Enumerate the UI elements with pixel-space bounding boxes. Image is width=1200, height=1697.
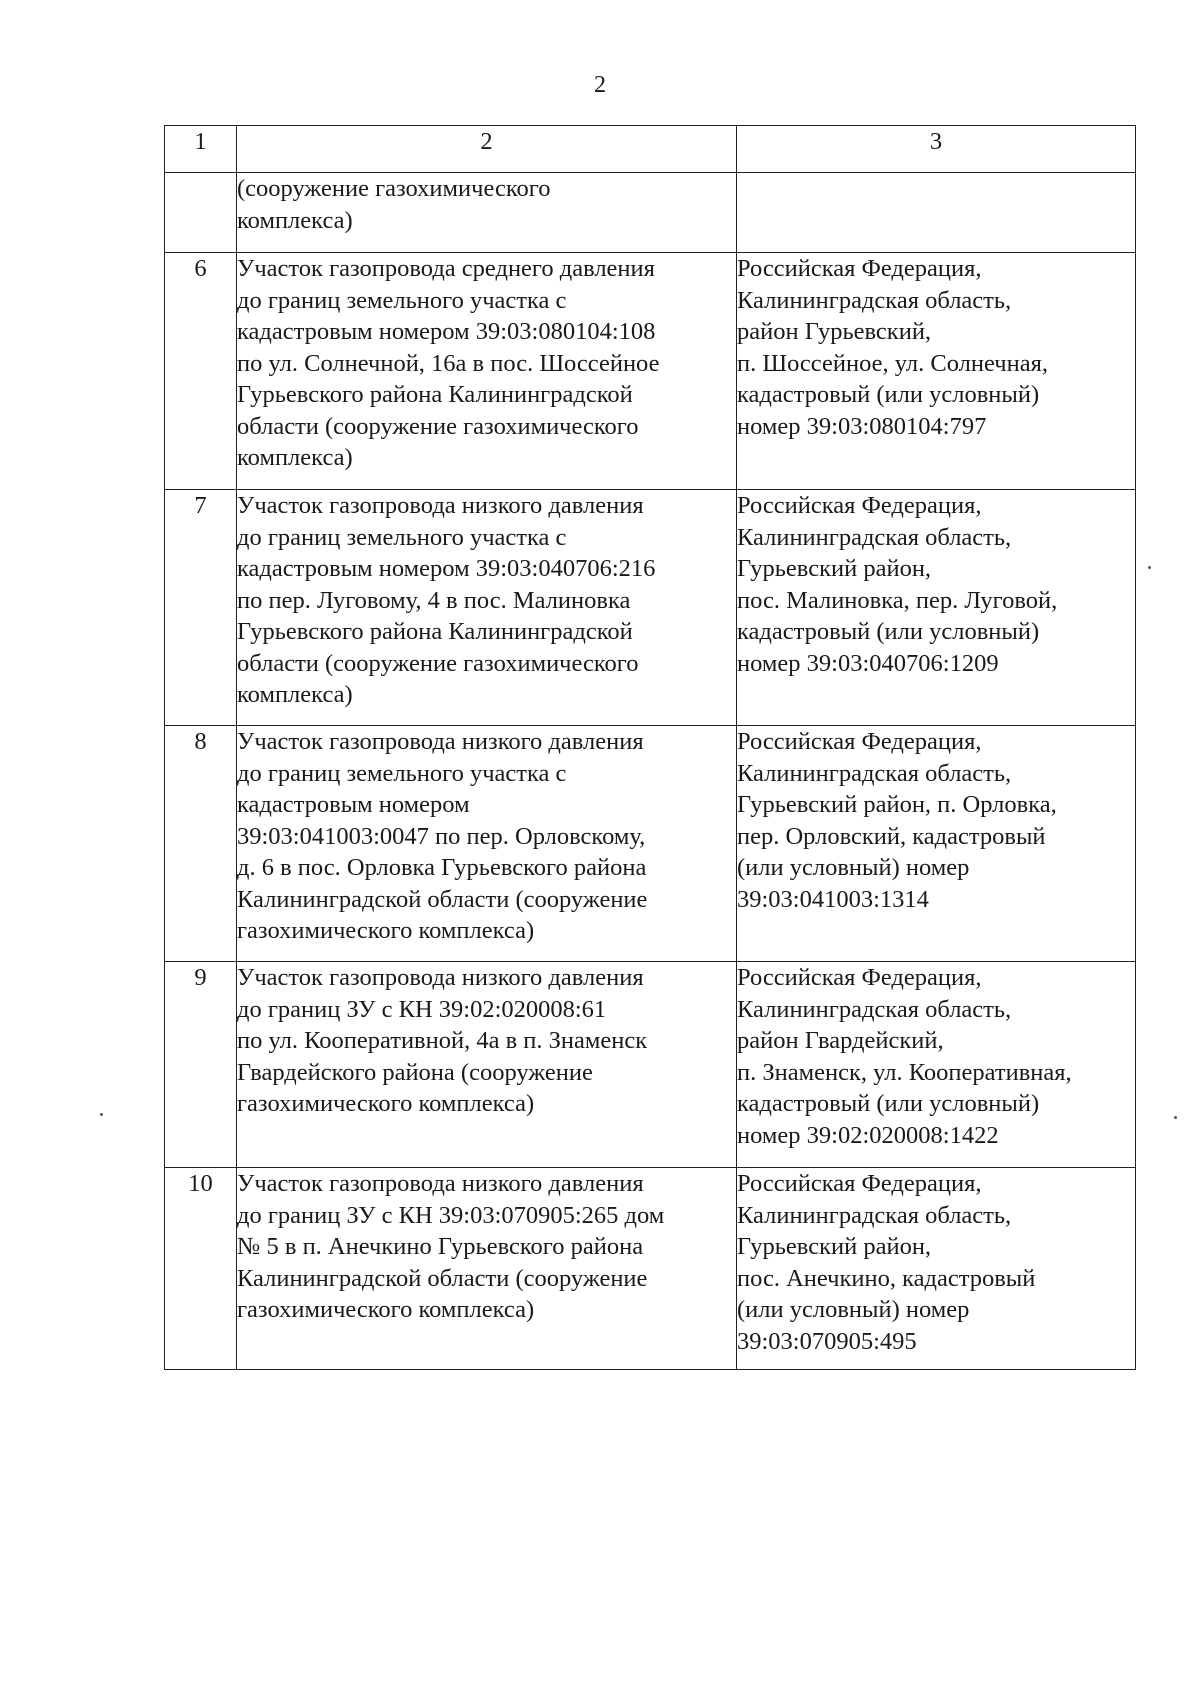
row-number: 9 [165,962,237,1168]
description-line: по пер. Луговому, 4 в пос. Малиновка [237,586,631,614]
address-line: кадастровый (или условный) [737,1090,1040,1117]
row-number: 7 [165,490,237,726]
address-line: Российская Федерация, [737,492,982,519]
description-line: до границ земельного участка с [237,759,567,787]
description-line: 39:03:041003:0047 по пер. Орловскому, [237,822,646,850]
address-line: Калининградская область, [737,286,1012,314]
address-line: Калининградская область, [737,995,1012,1023]
description-line: до границ ЗУ с КН 39:02:020008:61 [237,995,607,1023]
object-description [237,1168,737,1370]
address-line: пос. Малиновка, пер. Луговой, [737,586,1058,614]
table-row [165,173,1136,253]
header-col-1: 1 [165,126,237,173]
address-line: номер 39:02:020008:1422 [737,1121,999,1149]
address-line: Калининградская область, [737,1201,1012,1229]
address-line: Российская Федерация, [737,1170,982,1197]
scan-speck [1174,1116,1177,1119]
description-line: газохимического комплекса) [237,917,535,944]
header-col-3: 3 [737,126,1136,173]
description-line: д. 6 в пос. Орловка Гурьевского района [237,854,647,881]
address-line: (или условный) номер [737,1296,970,1323]
table-row [165,962,1136,1168]
table-row [165,253,1136,490]
description-line: комплекса) [237,681,353,708]
object-address [737,490,1136,726]
address-line: Российская Федерация, [737,964,982,991]
address-line: номер 39:03:080104:797 [737,412,987,440]
row-number: 10 [165,1168,237,1370]
description-line: по ул. Солнечной, 16а в пос. Шоссейное [237,349,660,377]
table-row [165,490,1136,726]
address-line: (или условный) номер [737,854,970,881]
description-line: комплекса) [237,206,353,234]
address-line: Российская Федерация, [737,728,982,755]
object-address [737,726,1136,962]
description-line: кадастровым номером 39:03:040706:216 [237,555,656,582]
address-line: Калининградская область, [737,523,1012,551]
description-line: до границ ЗУ с КН 39:03:070905:265 дом [237,1201,665,1229]
description-line: до границ земельного участка с [237,523,567,551]
header-col-2: 2 [237,126,737,173]
row-number [165,173,237,253]
description-line: Гурьевского района Калининградской [237,618,633,645]
address-line: Калининградская область, [737,759,1012,787]
object-description [237,173,737,253]
description-line: Участок газопровода низкого давления [237,1170,644,1197]
object-description [237,253,737,490]
object-address [737,962,1136,1168]
scan-speck [1148,566,1151,569]
description-line: № 5 в п. Анечкино Гурьевского района [237,1233,644,1260]
address-line: 39:03:070905:495 [737,1327,917,1355]
description-line: Калининградской области (сооружение [237,885,648,913]
address-line: Гурьевский район, п. Орловка, [737,791,1057,818]
description-line: Гвардейского района (сооружение [237,1058,593,1086]
description-line: кадастровым номером [237,791,470,818]
address-line: Российская Федерация, [737,255,982,282]
address-line: номер 39:03:040706:1209 [737,649,999,677]
description-line: газохимического комплекса) [237,1296,535,1323]
description-line: Участок газопровода низкого давления [237,492,644,519]
address-line: 39:03:041003:1314 [737,885,929,913]
object-address [737,253,1136,490]
row-number: 6 [165,253,237,490]
table-row [165,1168,1136,1370]
description-line: по ул. Кооперативной, 4а в п. Знаменск [237,1027,648,1054]
description-line: Калининградской области (сооружение [237,1264,648,1292]
description-line: области (сооружение газохимического [237,412,639,440]
description-line: Участок газопровода среднего давления [237,255,655,282]
object-description [237,490,737,726]
row-number: 8 [165,726,237,962]
address-line: пос. Анечкино, кадастровый [737,1264,1036,1292]
address-line: Гурьевский район, [737,555,932,582]
description-line: Участок газопровода низкого давления [237,728,644,755]
address-line: Гурьевский район, [737,1233,932,1260]
page-number: 2 [594,72,606,98]
object-description [237,962,737,1168]
scan-speck [100,1113,103,1116]
description-line: кадастровым номером 39:03:080104:108 [237,318,656,345]
description-line: комплекса) [237,444,353,471]
table-row [165,726,1136,962]
objects-table [164,125,1136,1370]
address-line: кадастровый (или условный) [737,381,1040,408]
table-header-row [165,126,1136,173]
address-line: район Гурьевский, [737,318,932,345]
description-line: (сооружение газохимического [237,175,551,202]
description-line: газохимического комплекса) [237,1090,535,1117]
address-line: п. Шоссейное, ул. Солнечная, [737,349,1048,377]
description-line: до границ земельного участка с [237,286,567,314]
object-address [737,1168,1136,1370]
description-line: Гурьевского района Калининградской [237,381,633,408]
address-line: кадастровый (или условный) [737,618,1040,645]
object-address [737,173,1136,253]
address-line: район Гвардейский, [737,1027,944,1054]
address-line: п. Знаменск, ул. Кооперативная, [737,1058,1072,1086]
object-description [237,726,737,962]
address-line: пер. Орловский, кадастровый [737,822,1046,850]
description-line: Участок газопровода низкого давления [237,964,644,991]
description-line: области (сооружение газохимического [237,649,639,677]
